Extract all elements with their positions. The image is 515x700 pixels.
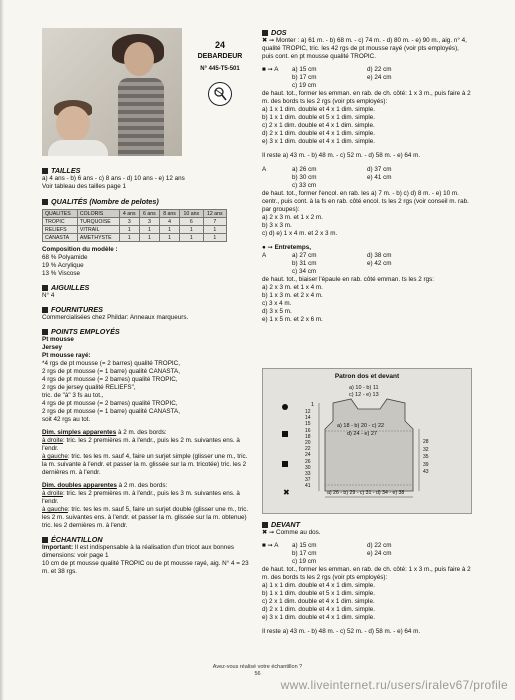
tailles-sizes: a) 4 ans - b) 6 ans - c) 8 ans - d) 10 ans - e) 12 ans xyxy=(42,175,185,182)
dos-encol-line: c) d) e) 1 x 4 m. et 2 x 3 m. xyxy=(262,230,338,237)
devant-emman-line: c) 2 x 1 dim. double et 4 x 1 dim. simple. xyxy=(262,598,375,605)
aiguilles-text: N° 4 xyxy=(42,292,55,299)
boy-face xyxy=(56,106,90,142)
schematic-left-numbers: 12 14 15 16 18 20 22 24 26 30 33 37 41 xyxy=(305,409,311,490)
dos-epaule-line: e) 1 x 5 m. et 2 x 6 m. xyxy=(262,316,323,323)
section-square-icon xyxy=(262,30,268,36)
schematic-top-label-2: c) 12 - e) 13 xyxy=(349,392,379,398)
watermark-url: www.liveinternet.ru/users/iralev67/profile xyxy=(280,678,508,692)
dos-encol-line: a) 2 x 3 m. et 1 x 2 m. xyxy=(262,214,323,221)
schematic-right-numbers: 28 32 35 39 43 xyxy=(423,439,429,475)
schematic-bottom-label: a) 26 - b) 29 - c) 31 - d) 34 - e) 38 xyxy=(327,490,405,496)
dos-emman-line: b) 1 x 1 dim. double et 5 x 1 dim. simple. xyxy=(262,114,376,121)
dim-simples-gauche: à gauche: tric. tes les m. sauf 4, faire un surjet simple (glisser une m., tric. la m. suivante à l'endr. et passer la m. glissée sur la m. tricotée) tric. les 2 dernières m. à l'endr. xyxy=(42,453,248,476)
qualites-heading: QUALITÉS (Nombre de pelotes) xyxy=(42,197,254,206)
pattern-schematic xyxy=(262,368,472,514)
model-reference: N° 445-T5-501 xyxy=(200,66,240,72)
fournitures-text: Commercialisées chez Phildar: Anneaux marqueurs. xyxy=(42,314,189,321)
dos-epaule-line: c) 3 x 4 m. xyxy=(262,300,292,307)
dos-entre-row: A a) 27 cm d) 38 cm xyxy=(262,252,392,259)
schematic-top-label: a) 10 - b) 11 xyxy=(349,385,379,391)
dos-encol-line: b) 3 x 3 m. xyxy=(262,222,292,229)
footer-question: Avez-vous réalisé votre échantillon ? xyxy=(212,664,303,670)
echantillon-important: Important: Il est indispensable à la réalisation d'un tricot aux bonnes dimensions: voir page 1 xyxy=(42,544,234,559)
section-square-icon xyxy=(42,537,48,543)
jersey-label: Jersey xyxy=(42,344,62,351)
dos-a-row: c) 19 cm xyxy=(292,82,317,89)
composition-line: 13 % Viscose xyxy=(42,270,81,277)
dos-epaule: de haut. tot., biaiser l'épaule en rab. côté emman. ts les 2 rgs: xyxy=(262,276,435,283)
raye-line: 2 rgs de pt mousse (= 1 barre) qualité CANASTA, xyxy=(42,368,180,375)
devant-emman: de haut. tot., former les emman. en rab. de ch. côté: 1 x 3 m., puis faire à 2 m. des bords ts les 2 rgs (voir pts employés): xyxy=(262,566,471,581)
dim-doubles-gauche: à gauche: tric. tes les m. sauf 5, faire un surjet double (glisser une m., tric. les 2 m. suivantes ens. à l'endr. et passer la m. glissée sur la m. obtenue) tric. les 2 dernières m. à l'endr. xyxy=(42,506,249,529)
composition-title: Composition du modèle : xyxy=(42,246,118,253)
composition-line: 68 % Polyamide xyxy=(42,254,88,261)
pt-mousse-raye-label: Pt mousse rayé: xyxy=(42,352,91,359)
dos-a-row: ■ ➞ A a) 15 cm d) 22 cm xyxy=(262,66,392,73)
model-name: DEBARDEUR xyxy=(197,53,243,60)
svg-text:✖: ✖ xyxy=(283,488,290,497)
devant-emman-line: b) 1 x 1 dim. double et 5 x 1 dim. simple. xyxy=(262,590,376,597)
dos-epaule-line: b) 1 x 3 m. et 2 x 4 m. xyxy=(262,292,323,299)
raye-line: soit 42 rgs au tot. xyxy=(42,416,91,423)
devant-heading: DEVANT xyxy=(262,520,472,529)
model-number: 24 xyxy=(214,40,225,50)
dos-col-row: A a) 26 cm d) 37 cm xyxy=(262,166,392,173)
dim-doubles-title: Dim. doubles apparentes à 2 m. des bords: xyxy=(42,482,168,489)
dos-intro: ✖ ➞ Monter : a) 61 m. - b) 68 m. - c) 74 m. - d) 80 m. - e) 90 m., aig. n° 4, qualité TROPIC, tric. les 42 rgs de pt mousse rayé (voir pts employés), puis cont. en pt mousse qualité TROPIC. xyxy=(262,37,467,60)
schematic-title: Patron dos et devant xyxy=(334,373,400,380)
dim-doubles-droite: à droite: tric. les 2 premières m. à l'endr., puis les 3 m. suivantes ens. à l'endr. xyxy=(42,490,240,505)
points-heading: POINTS EMPLOYÉS xyxy=(42,327,254,336)
devant-emman-line: d) 2 x 1 dim. double et 4 x 1 dim. simple. xyxy=(262,606,376,613)
section-square-icon xyxy=(262,522,268,528)
raye-line: 4 rgs de pt mousse (= 2 barres) qualité TROPIC, xyxy=(42,400,178,407)
raye-line: tric. de "à" 3 fs au tot., xyxy=(42,392,104,399)
fournitures-heading: FOURNITURES xyxy=(42,305,254,314)
dos-emman-line: d) 2 x 1 dim. double et 4 x 1 dim. simple. xyxy=(262,130,376,137)
tailles-note: Voir tableau des tailles page 1 xyxy=(42,183,127,190)
table-row: RELIEFS VITRAIL 1 1 1 1 1 xyxy=(43,226,227,234)
model-info-box xyxy=(186,28,254,156)
devant-intro: ✖ ➞ Comme au dos. xyxy=(262,529,321,536)
difficulty-icon xyxy=(208,82,232,106)
devant-a-row: b) 17 cm e) 24 cm xyxy=(292,550,392,557)
page-number: 56 xyxy=(254,671,261,677)
girl-face xyxy=(124,42,154,76)
dos-entre-row: b) 31 cm e) 42 cm xyxy=(292,260,392,267)
boy-shirt xyxy=(48,140,108,156)
table-row: TROPIC TURQUOISE 3 3 4 6 7 xyxy=(43,218,227,226)
page-binding-shadow xyxy=(0,0,4,700)
model-photo xyxy=(42,28,182,156)
dim-simples-title: Dim. simples apparentes à 2 m. des bords: xyxy=(42,429,167,436)
raye-line: 4 rgs de pt mousse (= 2 barres) qualité TROPIC, xyxy=(42,376,178,383)
qualites-table xyxy=(42,209,227,242)
dos-epaule-line: d) 3 x 5 m. xyxy=(262,308,292,315)
pt-mousse-label: Pt mousse xyxy=(42,336,74,343)
dos-emman-line: c) 2 x 1 dim. double et 4 x 1 dim. simple. xyxy=(262,122,375,129)
raye-line: 2 rgs de jersey qualité RELIEFS", xyxy=(42,384,136,391)
dos-emman-line: a) 1 x 1 dim. double et 4 x 1 dim. simple. xyxy=(262,106,376,113)
dos-entre-row: c) 34 cm xyxy=(292,268,317,275)
dos-col-row: b) 30 cm e) 41 cm xyxy=(292,174,392,181)
qualites-table-header: QUALITES COLORIS 4 ans 6 ans 8 ans 10 ans 12 ans xyxy=(43,210,227,218)
section-square-icon xyxy=(42,307,48,313)
dos-emman: de haut. tot., former les emman. en rab. de ch. côté: 1 x 3 m., puis faire à 2 m. des bords ts les 2 rgs (voir pts employés): xyxy=(262,90,471,105)
devant-a-row: ■ ➞ A a) 15 cm d) 22 cm xyxy=(262,542,392,549)
dos-heading: DOS xyxy=(262,28,472,37)
section-square-icon xyxy=(42,285,48,291)
schematic-one-label: 1 xyxy=(311,402,315,408)
aiguilles-heading: AIGUILLES xyxy=(42,283,254,292)
devant-emman-line: a) 1 x 1 dim. double et 4 x 1 dim. simple. xyxy=(262,582,376,589)
dim-simples-droite: à droite: tric. les 2 premières m. à l'endr., puis les 2 m. suivantes ens. à l'endr. xyxy=(42,437,240,452)
dos-col-row: c) 33 cm xyxy=(292,182,317,189)
dos-emman-line: e) 3 x 1 dim. double et 4 x 1 dim. simple. xyxy=(262,138,376,145)
composition-line: 19 % Acrylique xyxy=(42,262,84,269)
devant-section xyxy=(262,520,472,636)
echantillon-heading: ÉCHANTILLON xyxy=(42,535,254,544)
dos-encol: de haut. tot., former l'encol. en rab. les a) 7 m. - b) c) d) 8 m. - e) 10 m. centr., puis cont. à la fs en rab. côté encol. ts les 2 rgs (voir conseil m. rab. par groupes): xyxy=(262,190,469,213)
raye-line: *4 rgs de pt mousse (= 2 barres) qualité TROPIC, xyxy=(42,360,180,367)
section-square-icon xyxy=(42,199,48,205)
dos-a-row: b) 17 cm e) 24 cm xyxy=(292,74,392,81)
left-column xyxy=(42,162,254,576)
devant-a-row: c) 19 cm xyxy=(292,558,317,565)
schematic-mid-label-2: d) 24 - e) 27 xyxy=(347,431,377,437)
schematic-mid-label: a) 18 - b) 20 - c) 22 xyxy=(337,423,385,429)
section-square-icon xyxy=(42,168,48,174)
table-row: CANASTA AMETHYSTE 1 1 1 1 1 xyxy=(43,234,227,242)
section-square-icon xyxy=(42,329,48,335)
dos-reste: Il reste a) 43 m. - b) 48 m. - c) 52 m. - d) 58 m. - e) 64 m. xyxy=(262,152,421,159)
devant-reste: Il reste a) 43 m. - b) 48 m. - c) 52 m. - d) 58 m. - e) 64 m. xyxy=(262,628,421,635)
dos-entretemps: ● ➞ Entretemps, xyxy=(262,244,311,251)
tailles-heading: TAILLES xyxy=(42,166,254,175)
right-column xyxy=(262,28,472,324)
devant-emman-line: e) 3 x 1 dim. double et 4 x 1 dim. simple. xyxy=(262,614,376,621)
striped-tank-top xyxy=(118,78,164,156)
dos-epaule-line: a) 2 x 3 m. et 1 x 4 m. xyxy=(262,284,323,291)
raye-line: 2 rgs de pt mousse (= 1 barre) qualité CANASTA, xyxy=(42,408,180,415)
echantillon-text: 10 cm de pt mousse qualité TROPIC ou de pt mousse rayé, aig. N° 4 = 23 m. et 38 rgs. xyxy=(42,560,249,575)
